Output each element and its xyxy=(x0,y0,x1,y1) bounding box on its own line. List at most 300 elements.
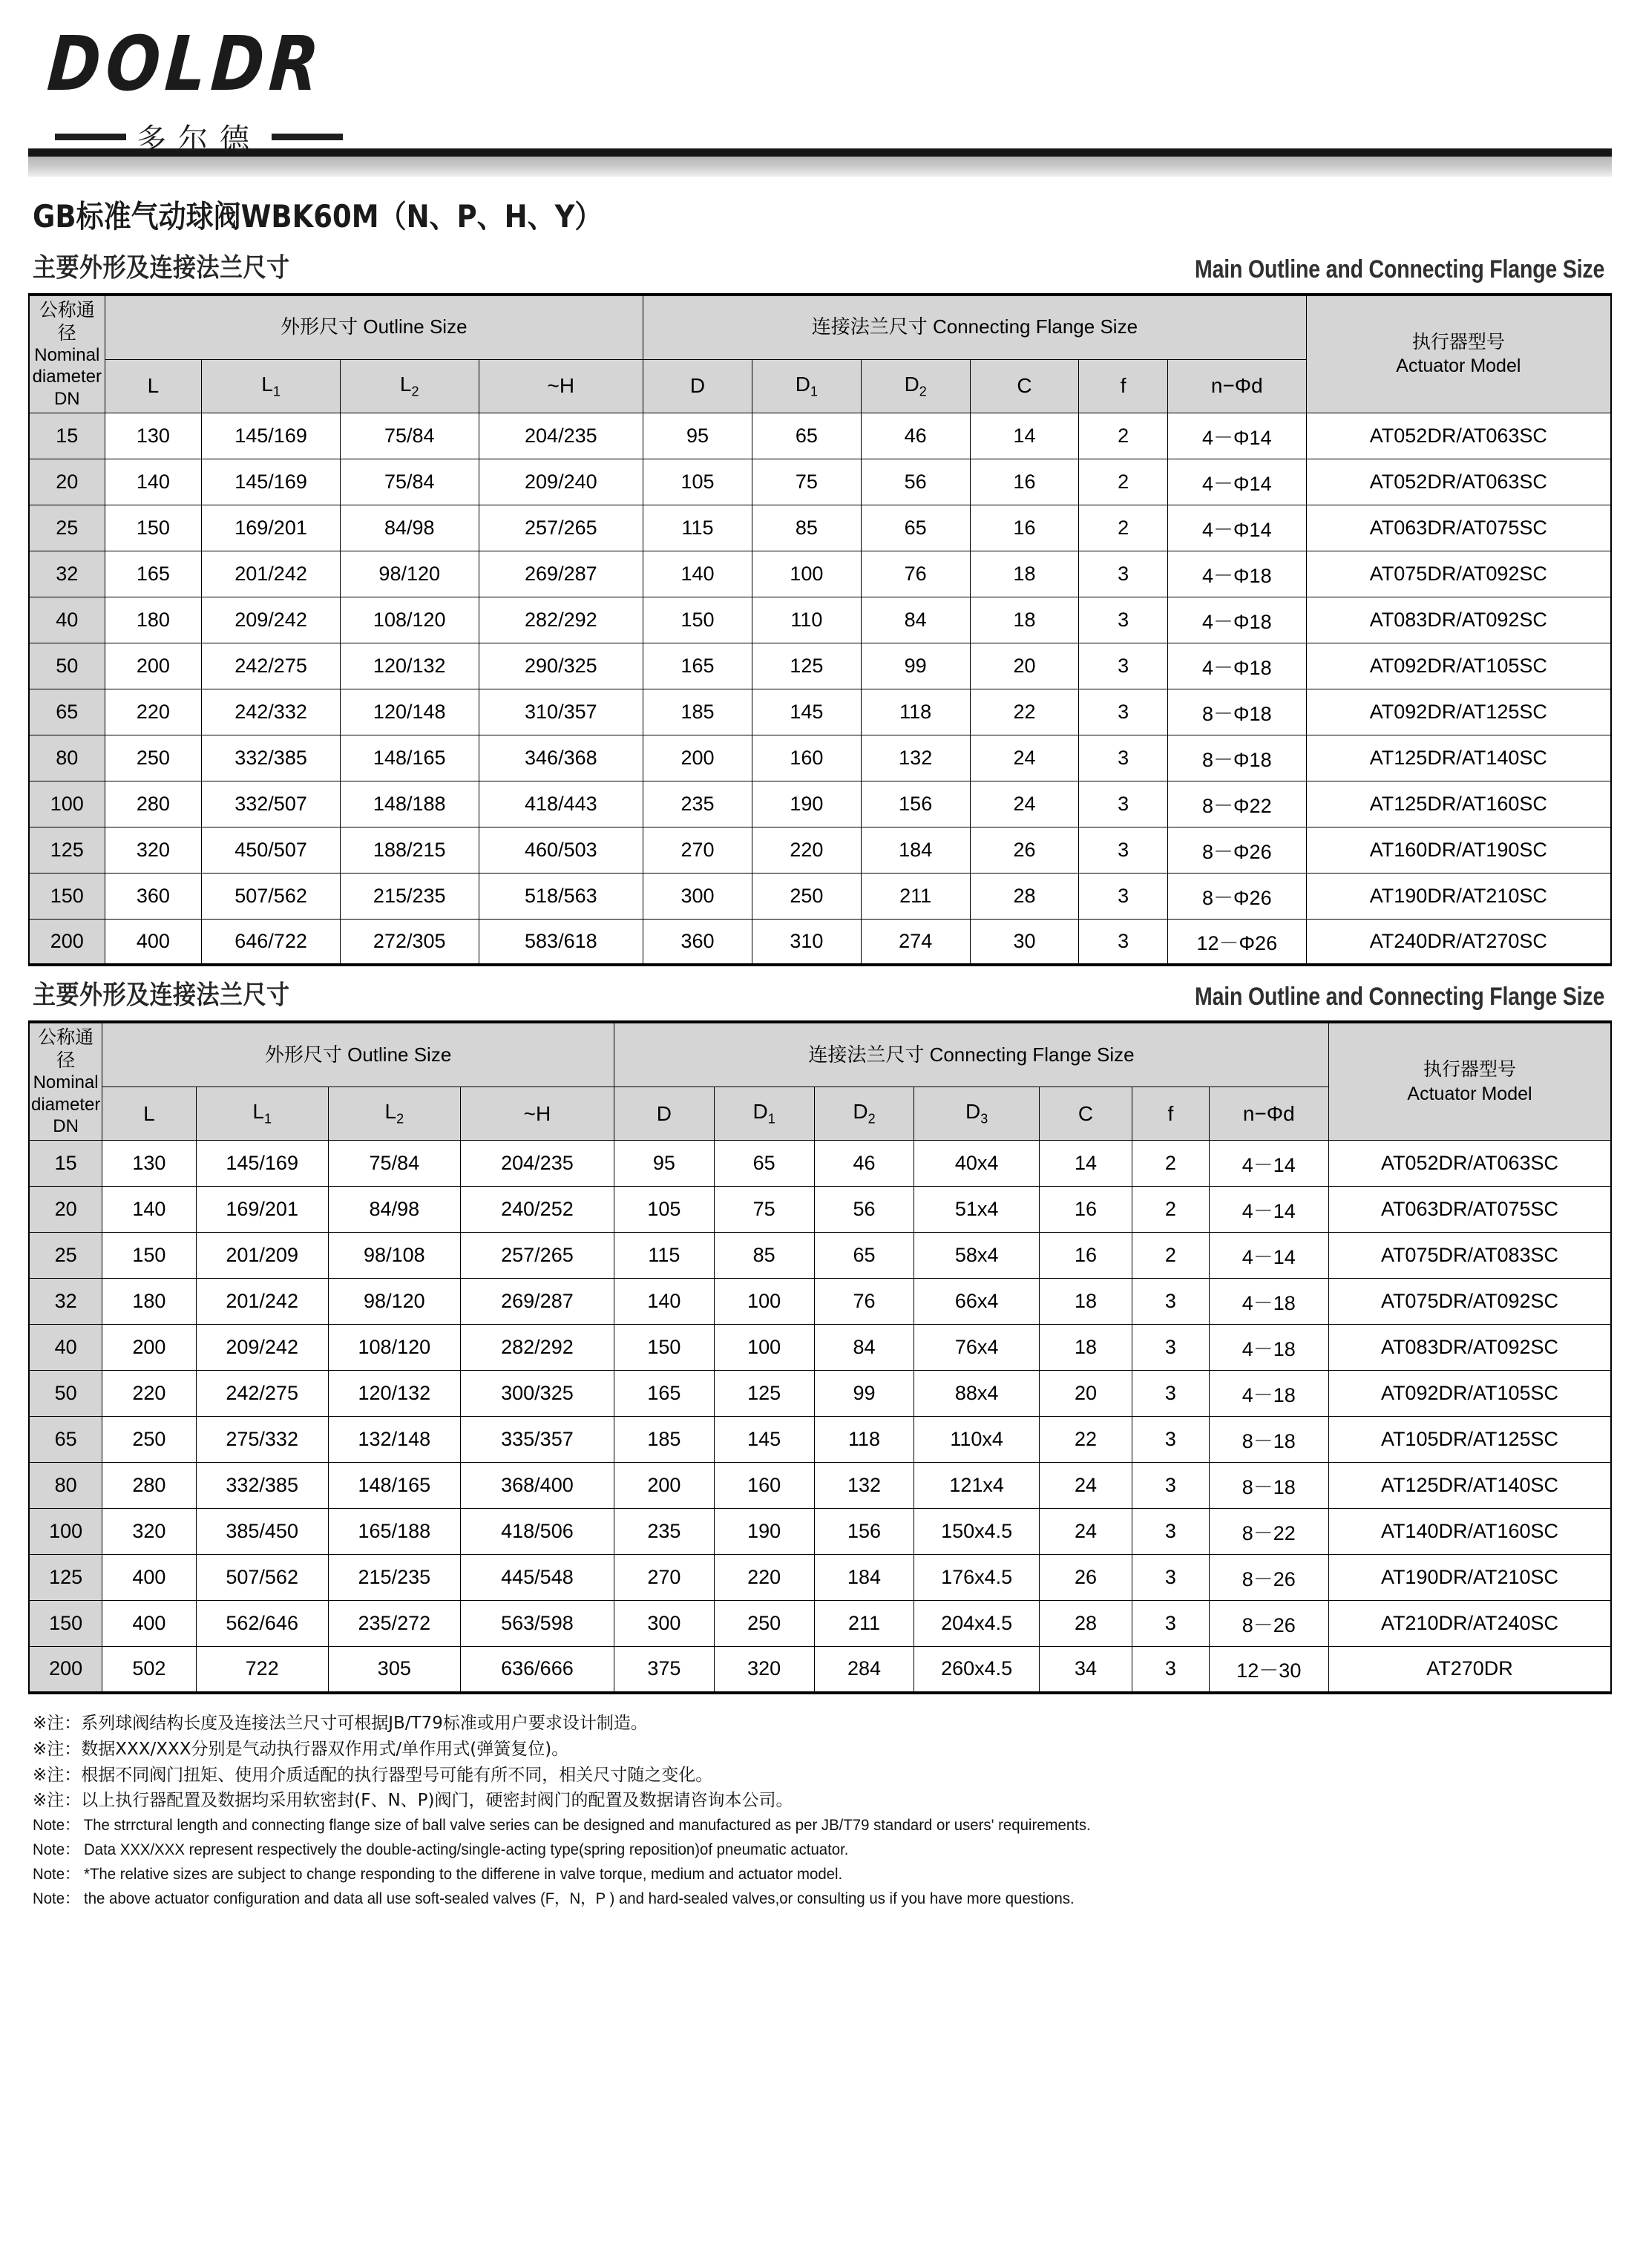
cell-L: 400 xyxy=(102,1601,196,1647)
cell-D2: 184 xyxy=(814,1555,914,1601)
cell-actuator-model: AT083DR/AT092SC xyxy=(1329,1325,1612,1371)
cell-dn: 80 xyxy=(29,1463,102,1509)
table-row xyxy=(29,413,1611,459)
note-line-en xyxy=(33,1838,1564,1863)
cell-H: 257/265 xyxy=(460,1233,614,1279)
header-nominal-diameter-en3: DN xyxy=(53,388,80,409)
cell-actuator-model: AT125DR/AT160SC xyxy=(1306,781,1611,827)
cell-D: 185 xyxy=(643,689,752,735)
header-nominal-diameter-en3: DN xyxy=(53,1115,79,1136)
cell-nd: 8－Φ26 xyxy=(1167,873,1306,919)
cell-D3: 76x4 xyxy=(914,1325,1040,1371)
cell-D3: 88x4 xyxy=(914,1371,1040,1417)
cell-L: 150 xyxy=(102,1233,196,1279)
note-label: Note： xyxy=(33,1841,80,1859)
spec-table-1-body xyxy=(29,413,1611,965)
cell-L: 180 xyxy=(105,597,202,643)
cell-H: 300/325 xyxy=(460,1371,614,1417)
cell-D2: 84 xyxy=(861,597,970,643)
cell-C: 24 xyxy=(970,781,1079,827)
section-2-heading-en: Main Outline and Connecting Flange Size xyxy=(1194,981,1604,1012)
table-row xyxy=(29,643,1611,689)
cell-f: 3 xyxy=(1132,1371,1210,1417)
cell-L1: 385/450 xyxy=(196,1509,328,1555)
cell-C: 18 xyxy=(1039,1279,1132,1325)
header-col-D: D xyxy=(643,359,752,413)
cell-L2: 84/98 xyxy=(328,1187,460,1233)
cell-f: 3 xyxy=(1079,551,1167,597)
cell-D3: 150x4.5 xyxy=(914,1509,1040,1555)
table-row xyxy=(29,1187,1611,1233)
cell-D2: 84 xyxy=(814,1325,914,1371)
header-actuator-model-en: Actuator Model xyxy=(1407,1083,1532,1104)
cell-L2: 75/84 xyxy=(328,1141,460,1187)
cell-L: 200 xyxy=(102,1325,196,1371)
dash-left-icon xyxy=(55,134,126,140)
header-group-flange-size-cn: 连接法兰尺寸 xyxy=(808,1043,925,1066)
cell-D2: 156 xyxy=(861,781,970,827)
header-nominal-diameter xyxy=(29,295,105,413)
cell-actuator-model: AT190DR/AT210SC xyxy=(1329,1555,1612,1601)
cell-H: 368/400 xyxy=(460,1463,614,1509)
cell-L2: 148/165 xyxy=(328,1463,460,1509)
header-nominal-diameter xyxy=(29,1022,102,1140)
cell-D: 185 xyxy=(614,1417,714,1463)
cell-nd: 8－22 xyxy=(1209,1509,1328,1555)
cell-D1: 110 xyxy=(752,597,861,643)
cell-L: 140 xyxy=(105,459,202,505)
cell-C: 24 xyxy=(1039,1463,1132,1509)
note-label: Note： xyxy=(33,1890,80,1907)
note-line-cn: ※注：根据不同阀门扭矩、使用介质适配的执行器型号可能有所不同，相关尺寸随之变化。 xyxy=(33,1765,713,1785)
header-col-D2: $D_2$ xyxy=(814,1087,914,1141)
cell-f: 3 xyxy=(1079,873,1167,919)
cell-f: 3 xyxy=(1079,735,1167,781)
cell-L1: 201/209 xyxy=(196,1233,328,1279)
cell-actuator-model: AT092DR/AT105SC xyxy=(1306,643,1611,689)
page-title: GB标准气动球阀WBK60M（N、P、H、Y） xyxy=(33,198,603,235)
cell-C: 24 xyxy=(1039,1509,1132,1555)
table-row xyxy=(29,1647,1611,1693)
header-actuator-model-cn: 执行器型号 xyxy=(1423,1058,1516,1081)
cell-D1: 85 xyxy=(714,1233,814,1279)
table-row xyxy=(29,1601,1611,1647)
cell-L1: 209/242 xyxy=(196,1325,328,1371)
header-col-L2: $L_2$ xyxy=(328,1087,460,1141)
cell-nd: 8－Φ22 xyxy=(1167,781,1306,827)
cell-f: 3 xyxy=(1079,827,1167,873)
table-row xyxy=(29,873,1611,919)
cell-D: 95 xyxy=(643,413,752,459)
table-row xyxy=(29,735,1611,781)
cell-nd: 4－Φ14 xyxy=(1167,505,1306,551)
cell-H: 257/265 xyxy=(479,505,643,551)
cell-H: 346/368 xyxy=(479,735,643,781)
cell-D3: 110x4 xyxy=(914,1417,1040,1463)
cell-D1: 250 xyxy=(714,1601,814,1647)
cell-actuator-model: AT190DR/AT210SC xyxy=(1306,873,1611,919)
cell-nd: 8－18 xyxy=(1209,1417,1328,1463)
header-col-L1: $L_1$ xyxy=(202,359,341,413)
cell-H: 418/443 xyxy=(479,781,643,827)
cell-D: 165 xyxy=(643,643,752,689)
cell-L1: 450/507 xyxy=(202,827,341,873)
cell-dn: 65 xyxy=(29,1417,102,1463)
cell-L1: 332/385 xyxy=(196,1463,328,1509)
cell-f: 2 xyxy=(1079,459,1167,505)
cell-L1: 145/169 xyxy=(202,413,341,459)
cell-dn: 40 xyxy=(29,1325,102,1371)
cell-dn: 20 xyxy=(29,1187,102,1233)
table-row xyxy=(29,597,1611,643)
cell-H: 583/618 xyxy=(479,919,643,965)
cell-dn: 65 xyxy=(29,689,105,735)
cell-L1: 332/507 xyxy=(202,781,341,827)
cell-D1: 100 xyxy=(752,551,861,597)
header-group-flange-size xyxy=(614,1022,1328,1087)
cell-nd: 8－Φ18 xyxy=(1167,689,1306,735)
cell-D1: 160 xyxy=(752,735,861,781)
table-row xyxy=(29,505,1611,551)
header-actuator-model xyxy=(1306,295,1611,413)
cell-dn: 40 xyxy=(29,597,105,643)
cell-D1: 190 xyxy=(752,781,861,827)
cell-actuator-model: AT083DR/AT092SC xyxy=(1306,597,1611,643)
cell-dn: 200 xyxy=(29,919,105,965)
spec-table-1 xyxy=(28,293,1612,966)
cell-C: 22 xyxy=(970,689,1079,735)
cell-D1: 125 xyxy=(752,643,861,689)
cell-D3: 40x4 xyxy=(914,1141,1040,1187)
cell-L1: 145/169 xyxy=(202,459,341,505)
cell-L: 165 xyxy=(105,551,202,597)
cell-dn: 125 xyxy=(29,1555,102,1601)
header-nominal-diameter-en2: diameter xyxy=(31,1094,101,1115)
header-nominal-diameter-en2: diameter xyxy=(32,367,102,387)
cell-nd: 12－30 xyxy=(1209,1647,1328,1693)
note-text: the above actuator configuration and data all use soft-sealed valves (F，N，P ) and hard-sealed valves,or consulting us if you have more questions. xyxy=(79,1890,1075,1907)
cell-L2: 235/272 xyxy=(328,1601,460,1647)
cell-H: 282/292 xyxy=(460,1325,614,1371)
cell-D: 200 xyxy=(643,735,752,781)
table-row xyxy=(29,781,1611,827)
cell-L2: 272/305 xyxy=(340,919,479,965)
table-row xyxy=(29,1371,1611,1417)
cell-D1: 145 xyxy=(714,1417,814,1463)
cell-nd: 8－18 xyxy=(1209,1463,1328,1509)
cell-H: 204/235 xyxy=(460,1141,614,1187)
brand-header xyxy=(28,0,1612,157)
cell-L2: 305 xyxy=(328,1647,460,1693)
cell-D1: 190 xyxy=(714,1509,814,1555)
cell-f: 3 xyxy=(1132,1647,1210,1693)
cell-dn: 20 xyxy=(29,459,105,505)
cell-D: 150 xyxy=(643,597,752,643)
header-col-D: D xyxy=(614,1087,714,1141)
cell-C: 18 xyxy=(1039,1325,1132,1371)
header-col-nd: n−Φd xyxy=(1167,359,1306,413)
cell-dn: 150 xyxy=(29,1601,102,1647)
note-line-cn: ※注：以上执行器配置及数据均采用软密封(F、N、P)阀门，硬密封阀门的配置及数据请咨询本公司。 xyxy=(33,1791,793,1811)
header-col-C: C xyxy=(970,359,1079,413)
section-1-heading-cn: 主要外形及连接法兰尺寸 xyxy=(33,252,290,284)
cell-f: 3 xyxy=(1079,689,1167,735)
header-col-D3: $D_3$ xyxy=(914,1087,1040,1141)
table-row xyxy=(29,827,1611,873)
note-line-en xyxy=(33,1863,1564,1887)
cell-f: 3 xyxy=(1132,1417,1210,1463)
header-col-C: C xyxy=(1039,1087,1132,1141)
header-group-outline-size xyxy=(102,1022,614,1087)
cell-D2: 156 xyxy=(814,1509,914,1555)
cell-nd: 8－Φ18 xyxy=(1167,735,1306,781)
cell-D1: 85 xyxy=(752,505,861,551)
notes-english-list xyxy=(33,1814,1612,1911)
cell-D1: 125 xyxy=(714,1371,814,1417)
cell-L2: 148/165 xyxy=(340,735,479,781)
brand-logo-wordmark: DOLDR xyxy=(45,20,327,108)
table-row xyxy=(29,1509,1611,1555)
cell-D: 150 xyxy=(614,1325,714,1371)
cell-C: 22 xyxy=(1039,1417,1132,1463)
cell-H: 240/252 xyxy=(460,1187,614,1233)
header-group-outline-size-cn: 外形尺寸 xyxy=(264,1043,342,1066)
cell-nd: 4－Φ14 xyxy=(1167,413,1306,459)
cell-actuator-model: AT140DR/AT160SC xyxy=(1329,1509,1612,1555)
note-line-en xyxy=(33,1814,1564,1838)
header-group-flange-size xyxy=(643,295,1307,359)
cell-D: 375 xyxy=(614,1647,714,1693)
cell-H: 290/325 xyxy=(479,643,643,689)
table-row xyxy=(29,689,1611,735)
cell-D: 140 xyxy=(643,551,752,597)
header-actuator-model-en: Actuator Model xyxy=(1396,355,1521,377)
table-row xyxy=(29,551,1611,597)
cell-L: 130 xyxy=(102,1141,196,1187)
cell-L2: 215/235 xyxy=(340,873,479,919)
header-group-outline-size xyxy=(105,295,643,359)
cell-D2: 132 xyxy=(861,735,970,781)
cell-L2: 108/120 xyxy=(328,1325,460,1371)
cell-f: 3 xyxy=(1132,1463,1210,1509)
cell-f: 3 xyxy=(1079,919,1167,965)
cell-L: 140 xyxy=(102,1187,196,1233)
brand-logo-chinese-row xyxy=(28,116,1612,158)
cell-D2: 211 xyxy=(861,873,970,919)
cell-nd: 8－Φ26 xyxy=(1167,827,1306,873)
cell-L1: 145/169 xyxy=(196,1141,328,1187)
cell-L: 320 xyxy=(105,827,202,873)
cell-D3: 58x4 xyxy=(914,1233,1040,1279)
cell-actuator-model: AT075DR/AT092SC xyxy=(1329,1279,1612,1325)
cell-D: 235 xyxy=(614,1509,714,1555)
header-nominal-diameter-cn: 公称通径 xyxy=(39,299,95,344)
spec-table-2 xyxy=(28,1020,1612,1694)
cell-nd: 4－14 xyxy=(1209,1233,1328,1279)
cell-actuator-model: AT105DR/AT125SC xyxy=(1329,1417,1612,1463)
cell-f: 2 xyxy=(1132,1141,1210,1187)
cell-D2: 46 xyxy=(861,413,970,459)
cell-D3: 66x4 xyxy=(914,1279,1040,1325)
section-1-heading xyxy=(28,239,1612,293)
cell-L: 250 xyxy=(105,735,202,781)
cell-D2: 56 xyxy=(861,459,970,505)
cell-dn: 15 xyxy=(29,1141,102,1187)
cell-actuator-model: AT092DR/AT125SC xyxy=(1306,689,1611,735)
spec-table-2-body xyxy=(29,1141,1611,1693)
note-line-cn: ※注：系列球阀结构长度及连接法兰尺寸可根据JB/T79标准或用户要求设计制造。 xyxy=(33,1713,648,1733)
cell-actuator-model: AT075DR/AT083SC xyxy=(1329,1233,1612,1279)
cell-D: 235 xyxy=(643,781,752,827)
cell-actuator-model: AT052DR/AT063SC xyxy=(1306,459,1611,505)
cell-f: 3 xyxy=(1132,1509,1210,1555)
table-row xyxy=(29,1463,1611,1509)
cell-f: 3 xyxy=(1132,1601,1210,1647)
header-group-flange-size-cn: 连接法兰尺寸 xyxy=(811,316,928,339)
cell-D2: 211 xyxy=(814,1601,914,1647)
cell-C: 14 xyxy=(970,413,1079,459)
cell-D2: 118 xyxy=(814,1417,914,1463)
header-group-outline-size-cn: 外形尺寸 xyxy=(281,316,358,339)
header-col-D1: $D_1$ xyxy=(752,359,861,413)
cell-L: 280 xyxy=(102,1463,196,1509)
cell-D2: 65 xyxy=(814,1233,914,1279)
cell-L: 320 xyxy=(102,1509,196,1555)
cell-D2: 76 xyxy=(814,1279,914,1325)
cell-D: 115 xyxy=(643,505,752,551)
cell-D2: 284 xyxy=(814,1647,914,1693)
header-col-H: ~H xyxy=(460,1087,614,1141)
cell-L2: 120/132 xyxy=(328,1371,460,1417)
table-row xyxy=(29,1279,1611,1325)
cell-D1: 75 xyxy=(752,459,861,505)
cell-nd: 4－14 xyxy=(1209,1187,1328,1233)
cell-D3: 204x4.5 xyxy=(914,1601,1040,1647)
cell-dn: 150 xyxy=(29,873,105,919)
table-row xyxy=(29,1325,1611,1371)
cell-L1: 169/201 xyxy=(196,1187,328,1233)
cell-C: 20 xyxy=(970,643,1079,689)
cell-L2: 98/108 xyxy=(328,1233,460,1279)
header-nominal-diameter-en1: Nominal xyxy=(34,345,100,365)
table-row xyxy=(29,1555,1611,1601)
dash-right-icon xyxy=(272,134,343,140)
cell-D: 165 xyxy=(614,1371,714,1417)
cell-L1: 275/332 xyxy=(196,1417,328,1463)
cell-nd: 8－26 xyxy=(1209,1555,1328,1601)
cell-C: 26 xyxy=(1039,1555,1132,1601)
cell-C: 14 xyxy=(1039,1141,1132,1187)
cell-f: 3 xyxy=(1132,1325,1210,1371)
table-row xyxy=(29,1141,1611,1187)
cell-H: 310/357 xyxy=(479,689,643,735)
cell-D1: 65 xyxy=(752,413,861,459)
section-2-heading xyxy=(28,966,1612,1020)
cell-f: 2 xyxy=(1079,413,1167,459)
cell-L1: 169/201 xyxy=(202,505,341,551)
note-line-en xyxy=(33,1887,1564,1912)
cell-actuator-model: AT160DR/AT190SC xyxy=(1306,827,1611,873)
cell-L1: 507/562 xyxy=(196,1555,328,1601)
note-label: Note： xyxy=(33,1865,80,1883)
header-col-H: ~H xyxy=(479,359,643,413)
cell-D2: 99 xyxy=(861,643,970,689)
cell-D: 270 xyxy=(643,827,752,873)
cell-D: 270 xyxy=(614,1555,714,1601)
cell-L: 250 xyxy=(102,1417,196,1463)
cell-L: 400 xyxy=(102,1555,196,1601)
cell-C: 24 xyxy=(970,735,1079,781)
header-group-flange-size-en: Connecting Flange Size xyxy=(929,1043,1135,1066)
cell-H: 445/548 xyxy=(460,1555,614,1601)
table-row xyxy=(29,1417,1611,1463)
cell-actuator-model: AT092DR/AT105SC xyxy=(1329,1371,1612,1417)
header-nominal-diameter-cn: 公称通径 xyxy=(38,1026,94,1071)
cell-actuator-model: AT075DR/AT092SC xyxy=(1306,551,1611,597)
cell-D: 95 xyxy=(614,1141,714,1187)
notes-block xyxy=(28,1694,1612,1912)
cell-L2: 75/84 xyxy=(340,459,479,505)
cell-H: 636/666 xyxy=(460,1647,614,1693)
cell-H: 269/287 xyxy=(479,551,643,597)
cell-L: 280 xyxy=(105,781,202,827)
cell-D3: 121x4 xyxy=(914,1463,1040,1509)
cell-L2: 132/148 xyxy=(328,1417,460,1463)
header-col-f: f xyxy=(1079,359,1167,413)
cell-H: 418/506 xyxy=(460,1509,614,1555)
cell-D1: 100 xyxy=(714,1279,814,1325)
cell-dn: 32 xyxy=(29,1279,102,1325)
cell-D2: 274 xyxy=(861,919,970,965)
cell-C: 30 xyxy=(970,919,1079,965)
cell-dn: 32 xyxy=(29,551,105,597)
cell-nd: 4－14 xyxy=(1209,1141,1328,1187)
table-row xyxy=(29,919,1611,965)
cell-C: 28 xyxy=(970,873,1079,919)
cell-L1: 242/275 xyxy=(196,1371,328,1417)
cell-L1: 209/242 xyxy=(202,597,341,643)
cell-L1: 722 xyxy=(196,1647,328,1693)
table-row xyxy=(29,1233,1611,1279)
section-2-heading-cn: 主要外形及连接法兰尺寸 xyxy=(33,980,290,1012)
cell-H: 460/503 xyxy=(479,827,643,873)
cell-L: 502 xyxy=(102,1647,196,1693)
cell-H: 269/287 xyxy=(460,1279,614,1325)
cell-f: 3 xyxy=(1079,781,1167,827)
note-text: The strrctural length and connecting flange size of ball valve series can be designed and manufactured as per JB/T79 standard or users' requirements. xyxy=(79,1817,1091,1835)
cell-L: 400 xyxy=(105,919,202,965)
section-1-heading-en: Main Outline and Connecting Flange Size xyxy=(1194,254,1604,284)
cell-D2: 46 xyxy=(814,1141,914,1187)
cell-C: 28 xyxy=(1039,1601,1132,1647)
cell-H: 518/563 xyxy=(479,873,643,919)
cell-actuator-model: AT270DR xyxy=(1329,1647,1612,1693)
cell-D1: 250 xyxy=(752,873,861,919)
note-text: *The relative sizes are subject to change responding to the differene in valve torque, medium and actuator model. xyxy=(79,1865,843,1883)
cell-dn: 100 xyxy=(29,781,105,827)
cell-D: 115 xyxy=(614,1233,714,1279)
header-col-L1: $L_1$ xyxy=(196,1087,328,1141)
cell-dn: 125 xyxy=(29,827,105,873)
cell-D: 140 xyxy=(614,1279,714,1325)
header-col-D1: $D_1$ xyxy=(714,1087,814,1141)
cell-L1: 201/242 xyxy=(202,551,341,597)
cell-D: 360 xyxy=(643,919,752,965)
cell-dn: 15 xyxy=(29,413,105,459)
cell-nd: 12－Φ26 xyxy=(1167,919,1306,965)
cell-C: 16 xyxy=(970,505,1079,551)
cell-nd: 4－18 xyxy=(1209,1325,1328,1371)
